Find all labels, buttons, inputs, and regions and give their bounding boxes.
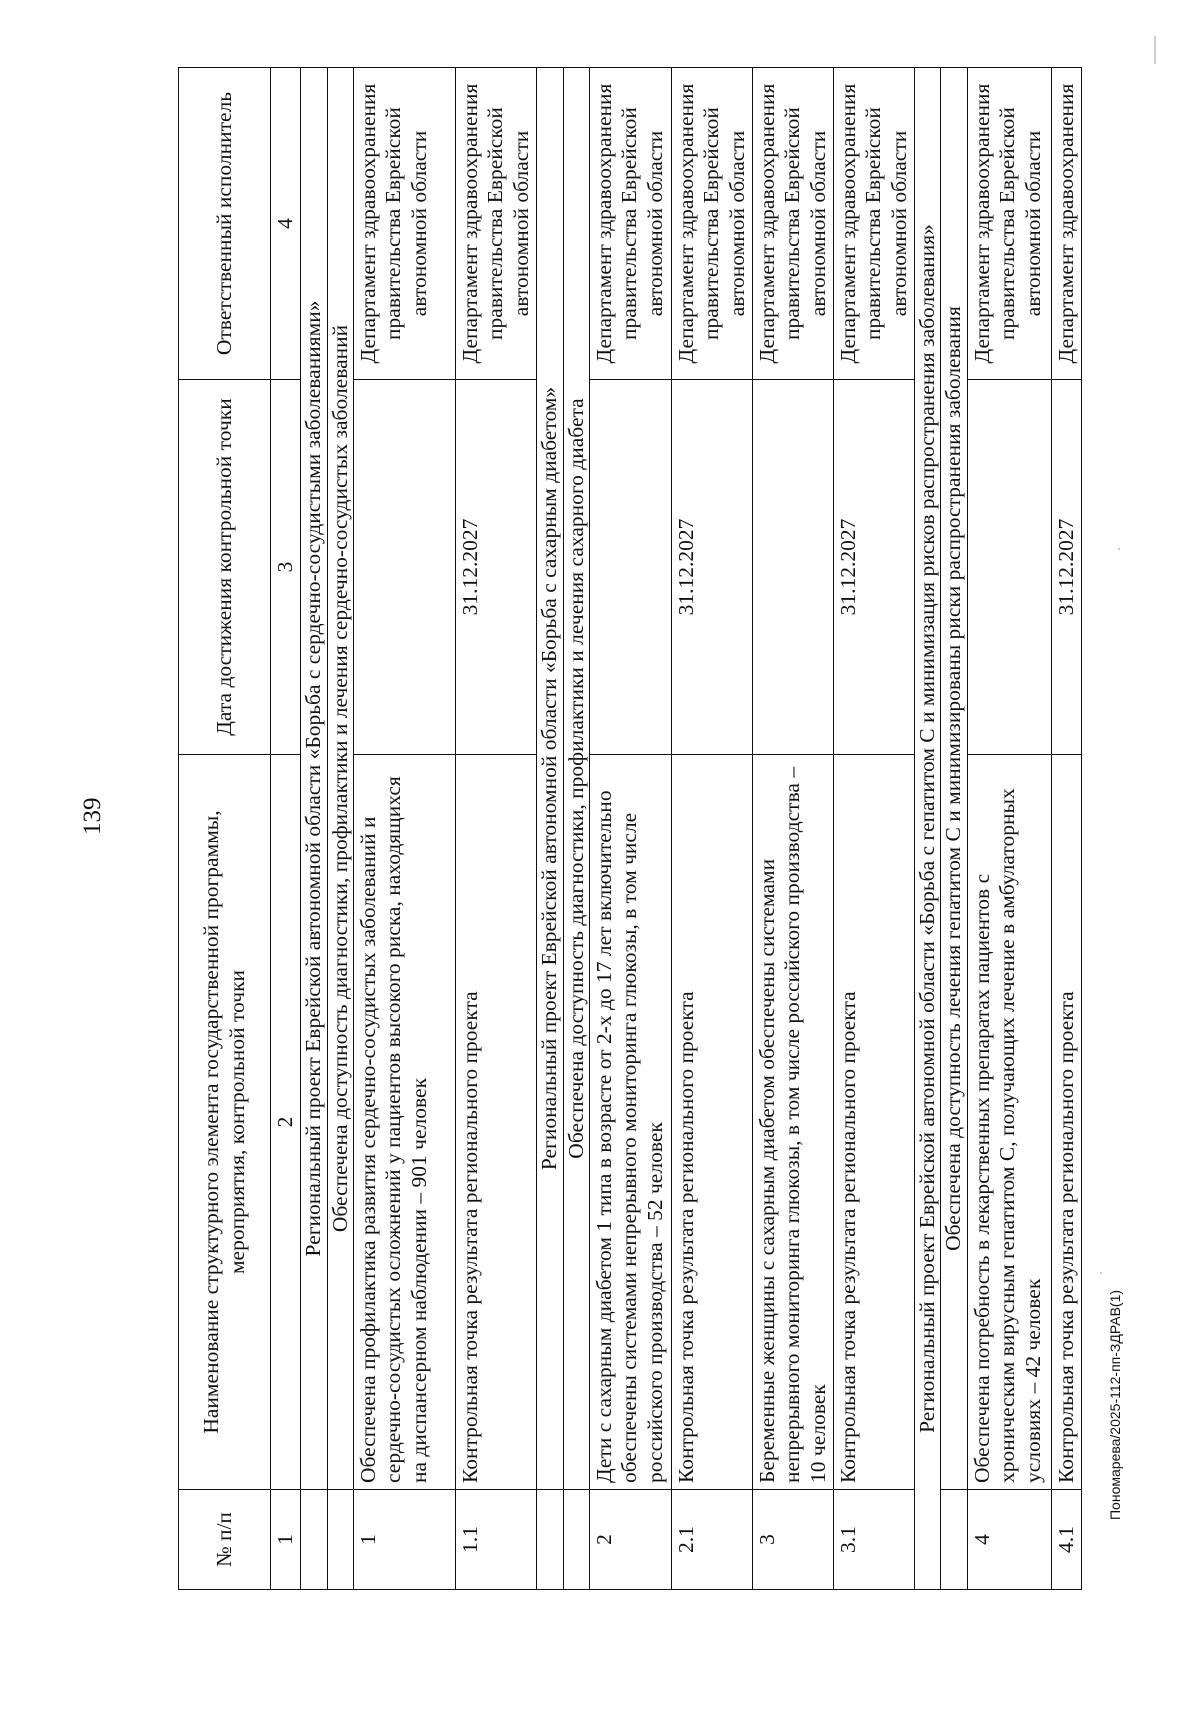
row-name: Контрольная точка результата регионального проекта	[1051, 755, 1081, 1490]
section-row	[537, 68, 563, 1590]
row-name: Обеспечена потребность в лекарственных препаратах пациентов с хроническим вирусным гепатитом С, получающих лечение в амбулаторных условиях – 42 человек	[967, 755, 1051, 1490]
header-col-index: 4	[271, 68, 301, 380]
row-date	[752, 380, 833, 755]
row-number: 4	[967, 1490, 1051, 1590]
row-number: 4.1	[1051, 1490, 1081, 1590]
scan-artifact-line	[1154, 36, 1156, 64]
row-number: 3.1	[834, 1490, 915, 1590]
header-name: Наименование структурного элемента государственной программы, мероприятия, контрольной точки	[179, 755, 271, 1490]
row-number: 2	[589, 1490, 671, 1590]
table-row	[354, 68, 456, 1590]
row-name: Обеспечена профилактика развития сердечно-сосудистых заболеваний и сердечно-сосудистых осложнений у пациентов высокого риска, находящихся на диспансерном наблюдении – 901 человек	[354, 755, 456, 1490]
row-executor: Департамент здравоохранения правительства Еврейской автономной области	[456, 68, 537, 380]
row-executor: Департамент здравоохранения правительства Еврейской автономной области	[752, 68, 833, 380]
header-col-index: 3	[271, 380, 301, 755]
section-project-title: Региональный проект Еврейской автономной области «Борьба с сердечно-сосудистыми заболеваниями»	[301, 68, 327, 1490]
row-date: 31.12.2027	[1051, 380, 1081, 755]
table-row	[589, 68, 671, 1590]
table-row	[752, 68, 833, 1590]
scan-artifact-dot	[1118, 548, 1120, 550]
scan-artifact-dot	[1100, 1272, 1102, 1274]
row-executor: Департамент здравоохранения	[1051, 68, 1081, 380]
row-date	[589, 380, 671, 755]
table-row	[671, 68, 752, 1590]
row-name: Контрольная точка результата регионального проекта	[456, 755, 537, 1490]
row-name: Контрольная точка результата регионального проекта	[834, 755, 915, 1490]
section-project-title: Региональный проект Еврейской автономной области «Борьба с сахарным диабетом»	[537, 68, 563, 1490]
section-row	[941, 68, 967, 1590]
row-number: 3	[752, 1490, 833, 1590]
section-row	[563, 68, 589, 1590]
section-row	[301, 68, 327, 1590]
header-col-index: 2	[271, 755, 301, 1490]
row-executor: Департамент здравоохранения правительства Еврейской автономной области	[834, 68, 915, 380]
row-name: Беременные женщины с сахарным диабетом обеспечены системами непрерывного мониторинга глюкозы, в том числе российского производства – 10 человек	[752, 755, 833, 1490]
section-task-title: Обеспечена доступность диагностики, профилактики и лечения сахарного диабета	[563, 68, 589, 1490]
row-date: 31.12.2027	[671, 380, 752, 755]
rotated-table-wrapper	[178, 68, 1080, 1590]
table-row	[456, 68, 537, 1590]
section-task-title: Обеспечена доступность диагностики, профилактики и лечения сердечно-сосудистых заболеваний	[327, 68, 353, 1490]
header-date: Дата достижения контрольной точки	[179, 380, 271, 755]
section-task-title: Обеспечена доступность лечения гепатитом С и минимизированы риски распространения заболевания	[941, 68, 967, 1490]
row-date: 31.12.2027	[456, 380, 537, 755]
table-row	[834, 68, 915, 1590]
section-project-title: Региональный проект Еврейской автономной области «Борьба с гепатитом С и минимизация рисков распространения заболевания»	[915, 68, 941, 1590]
header-number: № п/п	[179, 1490, 271, 1590]
table-row	[967, 68, 1051, 1590]
table-row	[1051, 68, 1081, 1590]
row-executor: Департамент здравоохранения правительства Еврейской автономной области	[589, 68, 671, 380]
section-row	[327, 68, 353, 1590]
row-executor: Департамент здравоохранения правительства Еврейской автономной области	[354, 68, 456, 380]
row-number: 2.1	[671, 1490, 752, 1590]
row-number: 1.1	[456, 1490, 537, 1590]
row-name: Контрольная точка результата регионального проекта	[671, 755, 752, 1490]
document-footer-id: Пономарева/2025-112-пп-ЗДРАВ(1)	[1107, 1289, 1123, 1520]
row-date	[354, 380, 456, 755]
row-name: Дети с сахарным диабетом 1 типа в возрасте от 2-х до 17 лет включительно обеспечены системами непрерывного мониторинга глюкозы, в том числе российского производства – 52 человек	[589, 755, 671, 1490]
row-executor: Департамент здравоохранения правительства Еврейской автономной области	[671, 68, 752, 380]
row-date: 31.12.2027	[834, 380, 915, 755]
page-number: 139	[79, 797, 106, 835]
row-number: 1	[354, 1490, 456, 1590]
section-row	[915, 68, 941, 1590]
header-executor: Ответственный исполнитель	[179, 68, 271, 380]
row-date	[967, 380, 1051, 755]
row-executor: Департамент здравоохранения правительства Еврейской автономной области	[967, 68, 1051, 380]
plan-table	[178, 67, 1082, 1590]
header-col-index: 1	[271, 1490, 301, 1590]
